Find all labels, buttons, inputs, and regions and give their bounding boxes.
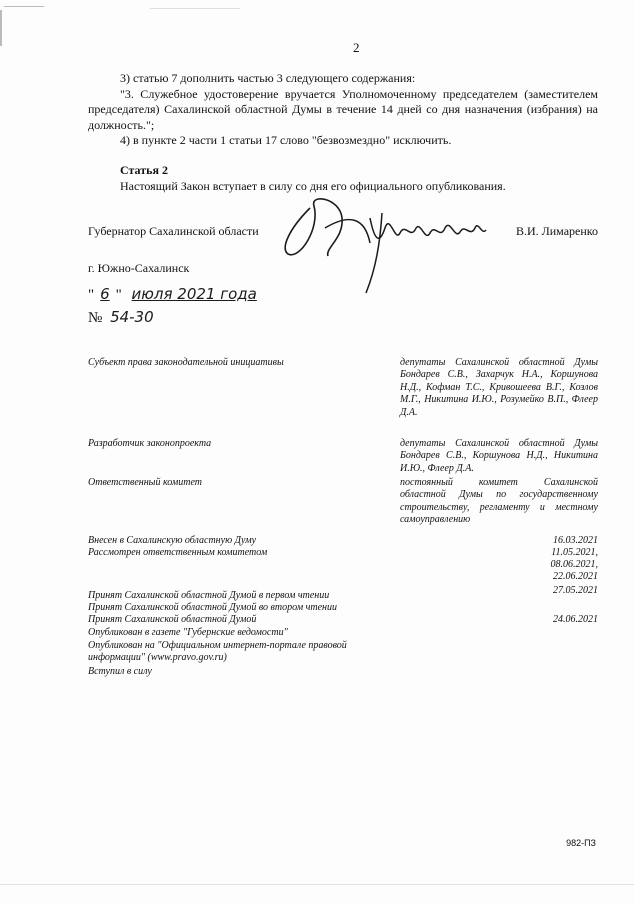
number-value: 54-30 [110, 308, 154, 326]
scan-noise [150, 8, 240, 9]
document-code: 982-ПЗ [566, 838, 596, 848]
meta-label: Принят Сахалинской областной Думой в первом чтении [88, 590, 330, 601]
meta-label: Опубликован на "Официальном интернет-портале правовой информации" (www.pravo.gov.ru) [88, 640, 347, 664]
number-prefix: № [88, 310, 103, 326]
meta-value: 22.06.2021 [553, 571, 598, 582]
meta-value: постоянный комитет Сахалинской областной Думы по государственному строительству, регламенту и местному самоуправлению [400, 477, 598, 526]
meta-value: 27.05.2021 [553, 585, 598, 596]
meta-value: 16.03.2021 [553, 535, 598, 546]
article-heading: Статья 2 [120, 162, 168, 177]
meta-label: Разработчик законопроекта [88, 438, 212, 449]
scan-noise [0, 10, 2, 46]
handwritten-signature [270, 188, 510, 298]
page-number: 2 [353, 40, 360, 55]
paragraph: Настоящий Закон вступает в силу со дня его официального опубликования. [120, 178, 506, 193]
meta-value: 24.06.2021 [553, 614, 598, 625]
law-body [88, 71, 598, 194]
meta-value: депутаты Сахалинской областной Думы Бондарев С.В., Захарчук Н.А., Коршунова Н.Д., Кофман Т.С., Кривошеева В.Г., Козлов М.Г., Никитина И.Ю., Розумейко В.П., Флеер Д.А. [400, 357, 598, 418]
meta-label: Принят Сахалинской областной Думой [88, 614, 257, 625]
meta-label: Ответственный комитет [88, 477, 202, 488]
date-rest: июля 2021 года [131, 285, 257, 303]
governor-label: Губернатор Сахалинской области [88, 224, 259, 238]
city: г. Южно-Сахалинск [88, 261, 190, 275]
signing-date: " 6 " июля 2021 года [88, 285, 257, 303]
meta-value: 08.06.2021, [550, 559, 598, 570]
date-day: 6 [100, 285, 110, 303]
paragraph: "3. Служебное удостоверение вручается Уполномоченному председателем (заместителем председателя) Сахалинской областной Думы в течение 14 дней со дня назначения (избрания) на должность."; [88, 86, 598, 132]
meta-label: Внесен в Сахалинскую областную Думу [88, 535, 257, 546]
paragraph: 3) статью 7 дополнить частью 3 следующего содержания: [120, 71, 416, 85]
law-number [88, 308, 154, 327]
meta-label: Вступил в силу [88, 666, 152, 677]
meta-label: Принят Сахалинской областной Думой во втором чтении [88, 602, 338, 613]
governor-name: В.И. Лимаренко [515, 224, 598, 238]
paragraph: 4) в пункте 2 части 1 статьи 17 слово "безвозмездно" исключить. [120, 133, 452, 148]
scan-noise [0, 884, 634, 885]
meta-label: Субъект права законодательной инициативы [88, 357, 284, 368]
meta-label: Рассмотрен ответственным комитетом [88, 547, 268, 558]
meta-value: депутаты Сахалинской областной Думы Бондарев С.В., Коршунова Н.Д., Никитина И.Ю., Флеер Д.А. [400, 438, 598, 474]
meta-label: Опубликован в газете "Губернские ведомости" [88, 627, 288, 638]
meta-value: 11.05.2021, [551, 547, 598, 558]
scan-noise [4, 6, 44, 7]
